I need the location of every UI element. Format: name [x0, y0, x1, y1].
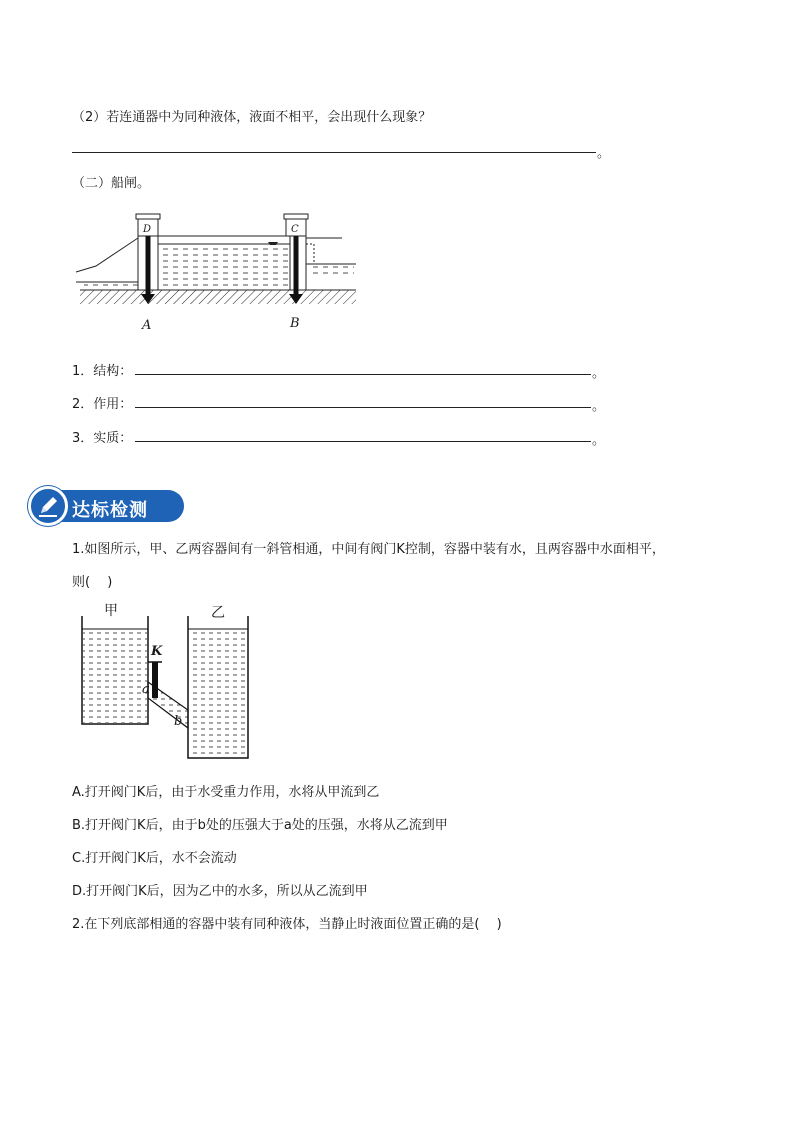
question-1-stem-2: 则( ) — [72, 575, 113, 590]
option-b[interactable]: B.打开阀门K后，由于b处的压强大于a处的压强，水将从乙流到甲 — [72, 818, 448, 833]
banner-icon-circle — [28, 486, 68, 526]
label-valve-k: K — [151, 644, 163, 659]
question-1-stem: 1.如图所示，甲、乙两容器间有一斜管相通，中间有阀门K控制，容器中装有水，且两容器中水面相平， — [72, 542, 665, 557]
section-banner — [28, 486, 184, 526]
question-2-stem: 2.在下列底部相通的容器中装有同种液体，当静止时液面位置正确的是( ) — [72, 917, 502, 932]
label-a: A — [142, 318, 152, 333]
fill-item-function: 2．作用： — [72, 397, 133, 412]
pencil-icon — [31, 489, 65, 523]
label-yi: 乙 — [211, 605, 225, 621]
option-d[interactable]: D.打开阀门K后，因为乙中的水多，所以从乙流到甲 — [72, 884, 368, 899]
period: 。 — [592, 366, 606, 381]
period: 。 — [592, 433, 606, 448]
banner-title: 达标检测 — [72, 500, 148, 521]
essence-blank[interactable] — [135, 441, 591, 442]
answer-blank-line[interactable] — [72, 152, 596, 153]
label-point-b: b — [174, 714, 183, 729]
function-blank[interactable] — [135, 407, 591, 408]
fill-item-structure: 1．结构： — [72, 364, 133, 379]
label-c: C — [291, 224, 299, 235]
label-point-a: a — [142, 682, 150, 697]
period: 。 — [592, 399, 606, 414]
label-d: D — [143, 224, 152, 235]
option-c[interactable]: C.打开阀门K后，水不会流动 — [72, 851, 237, 866]
containers-figure — [72, 600, 258, 764]
ship-lock-figure — [72, 210, 362, 338]
structure-blank[interactable] — [135, 374, 591, 375]
period: 。 — [597, 146, 611, 161]
label-jia: 甲 — [104, 603, 118, 619]
label-b: B — [290, 316, 300, 331]
option-a[interactable]: A.打开阀门K后，由于水受重力作用，水将从甲流到乙 — [72, 785, 380, 800]
fill-item-essence: 3．实质： — [72, 431, 133, 446]
section-title-ship-lock: （二）船闸。 — [72, 176, 151, 191]
question-2-text: （2）若连通器中为同种液体，液面不相平，会出现什么现象？ — [72, 110, 432, 125]
